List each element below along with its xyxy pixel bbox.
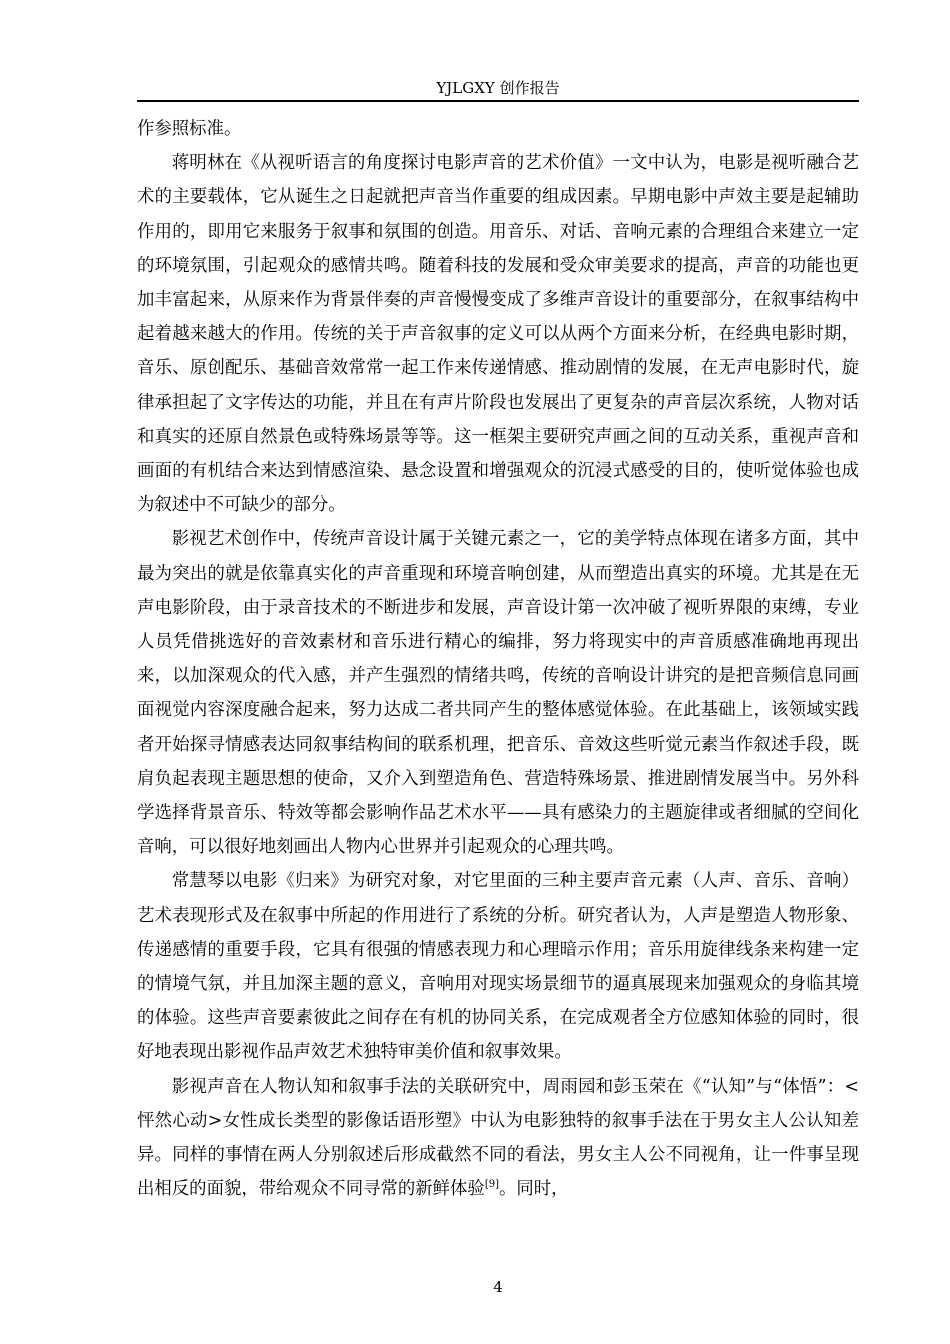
citation-marker: [9] — [484, 1179, 499, 1191]
paragraph-last — [137, 1070, 859, 1207]
paragraph-continuation: 作参照标准。 — [137, 119, 242, 139]
paragraph: 常慧琴以电影《归来》为研究对象，对它里面的三种主要声音元素（人声、音乐、音响）艺术表现形式及在叙事中所起的作用进行了系统的分析。研究者认为，人声是塑造人物形象、传递感情的重要手段，它具有很强的情感表现力和心理暗示作用；音乐用旋律线条来构建一定的情境气氛，并且加深主题的意义，音响用对现实场景细节的逼真展现来加强观众的身临其境的体验。这些声音要素彼此之间存在有机的协同关系，在完成观者全方位感知体验的同时，很好地表现出影视作品声效艺术独特审美价值和叙事效果。 — [137, 871, 859, 1063]
body-text — [137, 112, 859, 1207]
header-rule — [137, 100, 859, 102]
paragraph: 蒋明林在《从视听语言的角度探讨电影声音的艺术价值》一文中认为，电影是视听融合艺术的主要载体，它从诞生之日起就把声音当作重要的组成因素。早期电影中声效主要是起辅助作用的，即用它来服务于叙事和氛围的创造。用音乐、对话、音响元素的合理组合来建立一定的环境氛围，引起观众的感情共鸣。随着科技的发展和受众审美要求的提高，声音的功能也更加丰富起来，从原来作为背景伴奏的声音慢慢变成了多维声音设计的重要部分，在叙事结构中起着越来越大的作用。传统的关于声音叙事的定义可以从两个方面来分析，在经典电影时期，音乐、原创配乐、基础音效常常一起工作来传递情感、推动剧情的发展，在无声电影时代，旋律承担起了文字传达的功能，并且在有声片阶段也发展出了更复杂的声音层次系统，人物对话和真实的还原自然景色或特殊场景等等。这一框架主要研究声画之间的互动关系，重视声音和画面的有机结合来达到情感渲染、悬念设置和增强观众的沉浸式感受的目的，使听觉体验也成为叙述中不可缺少的部分。 — [137, 153, 859, 516]
paragraph-text: 影视声音在人物认知和叙事手法的关联研究中，周雨园和彭玉荣在《“认知”与“体悟”：<怦然心动>女性成长类型的影像话语形塑》中认为电影独特的叙事手法在于男女主人公认知差异。同样的事情在两人分别叙述后形成截然不同的看法，男女主人公不同视角，让一件事呈现出相反的面貌，带给观众不同寻常的新鲜体验 — [137, 1076, 859, 1200]
paragraph-tail: 。同时， — [499, 1179, 569, 1200]
page-number: 4 — [493, 1278, 503, 1296]
paragraph: 影视艺术创作中，传统声音设计属于关键元素之一，它的美学特点体现在诸多方面，其中最为突出的就是依靠真实化的声音重现和环境音响创建，从而塑造出真实的环境。尤其是在无声电影阶段，由于录音技术的不断进步和发展，声音设计第一次冲破了视听界限的束缚，专业人员凭借挑选好的音效素材和音乐进行精心的编排，努力将现实中的声音质感准确地再现出来，以加深观众的代入感，并产生强烈的情绪共鸣，传统的音响设计讲究的是把音频信息同画面视觉内容深度融合起来，努力达成二者共同产生的整体感觉体验。在此基础上，该领域实践者开始探寻情感表达同叙事结构间的联系机理，把音乐、音效这些听觉元素当作叙述手段，既肩负起表现主题思想的使命，又介入到塑造角色、营造特殊场景、推进剧情发展当中。另外科学选择背景音乐、特效等都会影响作品艺术水平——具有感染力的主题旋律或者细腻的空间化音响，可以很好地刻画出人物内心世界并引起观众的心理共鸣。 — [137, 529, 859, 858]
page-header: YJLGXY 创作报告 — [436, 79, 560, 97]
